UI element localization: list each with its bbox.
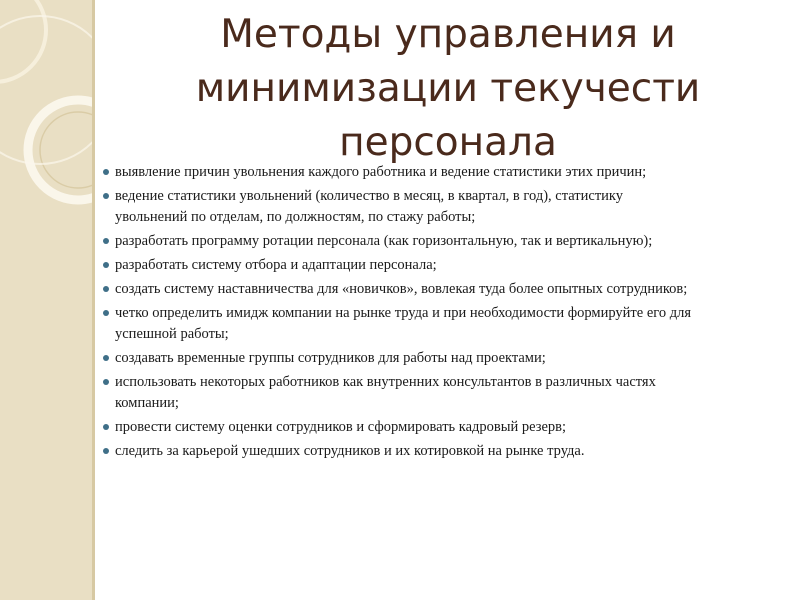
bullet-item [102, 279, 692, 300]
decorative-circles [0, 0, 92, 600]
bullet-text: использовать некоторых работников как внутренних консультантов в различных частях компании; [115, 374, 656, 411]
decorative-sidebar [0, 0, 92, 600]
bullet-icon [103, 355, 109, 361]
bullet-icon [103, 286, 109, 292]
bullet-item [102, 441, 692, 462]
bullet-item [102, 255, 692, 276]
bullet-text: создать систему наставничества для «новичков», вовлекая туда более опытных сотрудников; [115, 281, 688, 297]
bullet-icon [103, 262, 109, 268]
bullet-item [102, 348, 692, 369]
bullet-text: выявление причин увольнения каждого работника и ведение статистики этих причин; [115, 164, 647, 180]
bullet-item [102, 231, 692, 252]
bullet-icon [103, 169, 109, 175]
bullet-text: разработать программу ротации персонала (как горизонтальную, так и вертикальную); [115, 233, 653, 249]
bullet-icon [103, 310, 109, 316]
bullet-item [102, 372, 692, 414]
bullet-item [102, 303, 692, 345]
bullet-icon [103, 424, 109, 430]
sidebar-divider [92, 0, 95, 600]
bullet-icon [103, 193, 109, 199]
bullet-text: разработать систему отбора и адаптации персонала; [115, 257, 437, 273]
bullet-text: провести систему оценки сотрудников и сформировать кадровый резерв; [115, 419, 567, 435]
bullet-item [102, 186, 692, 228]
bullet-text: четко определить имидж компании на рынке труда и при необходимости формируйте его для успешной работы; [115, 305, 691, 342]
bullet-item [102, 417, 692, 438]
bullet-item [102, 162, 692, 183]
bullet-text: следить за карьерой ушедших сотрудников и их котировкой на рынке труда. [115, 443, 585, 459]
bullet-text: ведение статистики увольнений (количество в месяц, в квартал, в год), статистику увольнений по отделам, по должностям, по стажу работы; [115, 188, 624, 225]
bullet-icon [103, 448, 109, 454]
bullet-icon [103, 238, 109, 244]
slide-title: Методы управления и минимизации текучести персонала [195, 12, 701, 165]
bullet-icon [103, 379, 109, 385]
bullet-text: создавать временные группы сотрудников для работы над проектами; [115, 350, 546, 366]
bullet-list [102, 162, 692, 465]
